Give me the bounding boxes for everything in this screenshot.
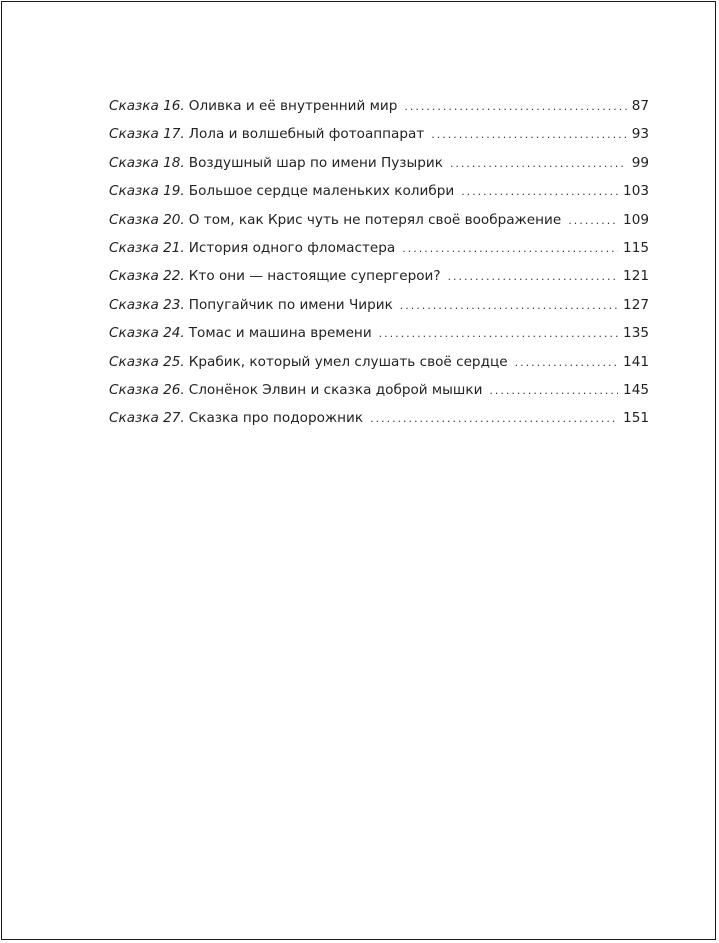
toc-dot-leader: [461, 181, 618, 203]
toc-entry: [109, 123, 649, 151]
toc-entry-title: История одного фломастера: [188, 239, 396, 256]
toc-entry-page-number: 93: [631, 126, 649, 143]
toc-entry-page-number: 103: [623, 183, 649, 200]
toc-entry-page-number: 87: [631, 98, 649, 114]
toc-dot-leader: [370, 408, 618, 430]
toc-dot-leader: [515, 352, 618, 374]
toc-entry-label: Сказка 21.: [109, 239, 185, 256]
toc-entry-title: О том, как Крис чуть не потерял своё воображение: [188, 211, 562, 228]
toc-entry: [109, 407, 649, 435]
toc-dot-leader: [568, 210, 618, 232]
toc-dot-leader: [379, 323, 618, 345]
toc-entry: [109, 379, 649, 407]
toc-entry-page-number: 99: [631, 154, 649, 171]
toc-dot-leader: [400, 295, 618, 317]
toc-entry-page-number: 141: [623, 353, 649, 370]
toc-entry: [109, 351, 649, 379]
toc-dot-leader: [431, 124, 626, 146]
toc-entry: [109, 180, 649, 208]
toc-entry-page-number: 109: [623, 211, 649, 228]
toc-entry-label: Сказка 24.: [109, 325, 185, 342]
toc-dot-leader: [448, 266, 618, 288]
toc-entry-label: Сказка 27.: [109, 410, 185, 427]
table-of-contents: [109, 95, 649, 436]
toc-entry-page-number: 127: [623, 296, 649, 313]
toc-entry-title: Крабик, который умел слушать своё сердце: [188, 353, 508, 370]
toc-entry-label: Сказка 18.: [109, 154, 185, 171]
toc-entry-title: Лола и волшебный фотоаппарат: [188, 126, 425, 143]
toc-entry: [109, 95, 649, 123]
toc-entry-title: Сказка про подорожник: [188, 410, 364, 427]
toc-entry-label: Сказка 16.: [109, 98, 185, 114]
toc-entry: [109, 209, 649, 237]
toc-entry-page-number: 145: [623, 381, 649, 398]
toc-entry-page-number: 115: [623, 239, 649, 256]
toc-dot-leader: [402, 238, 618, 260]
toc-entry: [109, 322, 649, 350]
toc-entry: [109, 237, 649, 265]
toc-entry-label: Сказка 19.: [109, 183, 185, 200]
toc-entry-label: Сказка 17.: [109, 126, 185, 143]
toc-dot-leader: [404, 96, 626, 118]
toc-entry-label: Сказка 20.: [109, 211, 185, 228]
toc-entry-page-number: 121: [623, 268, 649, 285]
toc-entry-title: Оливка и её внутренний мир: [188, 98, 398, 114]
toc-entry-label: Сказка 23.: [109, 296, 185, 313]
toc-entry-title: Большое сердце маленьких колибри: [188, 183, 455, 200]
toc-entry: [109, 294, 649, 322]
toc-entry: [109, 265, 649, 293]
toc-entry-label: Сказка 26.: [109, 381, 185, 398]
toc-entry-title: Слонёнок Элвин и сказка доброй мышки: [188, 381, 483, 398]
document-page: [1, 1, 716, 940]
toc-dot-leader: [489, 380, 618, 402]
toc-entry-label: Сказка 22.: [109, 268, 185, 285]
toc-entry-page-number: 151: [623, 410, 649, 427]
toc-entry: [109, 152, 649, 180]
toc-entry-title: Воздушный шар по имени Пузырик: [188, 154, 443, 171]
toc-entry-label: Сказка 25.: [109, 353, 185, 370]
toc-entry-title: Томас и машина времени: [188, 325, 372, 342]
toc-dot-leader: [450, 153, 627, 175]
toc-entry-title: Попугайчик по имени Чирик: [188, 296, 393, 313]
toc-entry-title: Кто они — настоящие супергерои?: [188, 268, 441, 285]
toc-entry-page-number: 135: [623, 325, 649, 342]
